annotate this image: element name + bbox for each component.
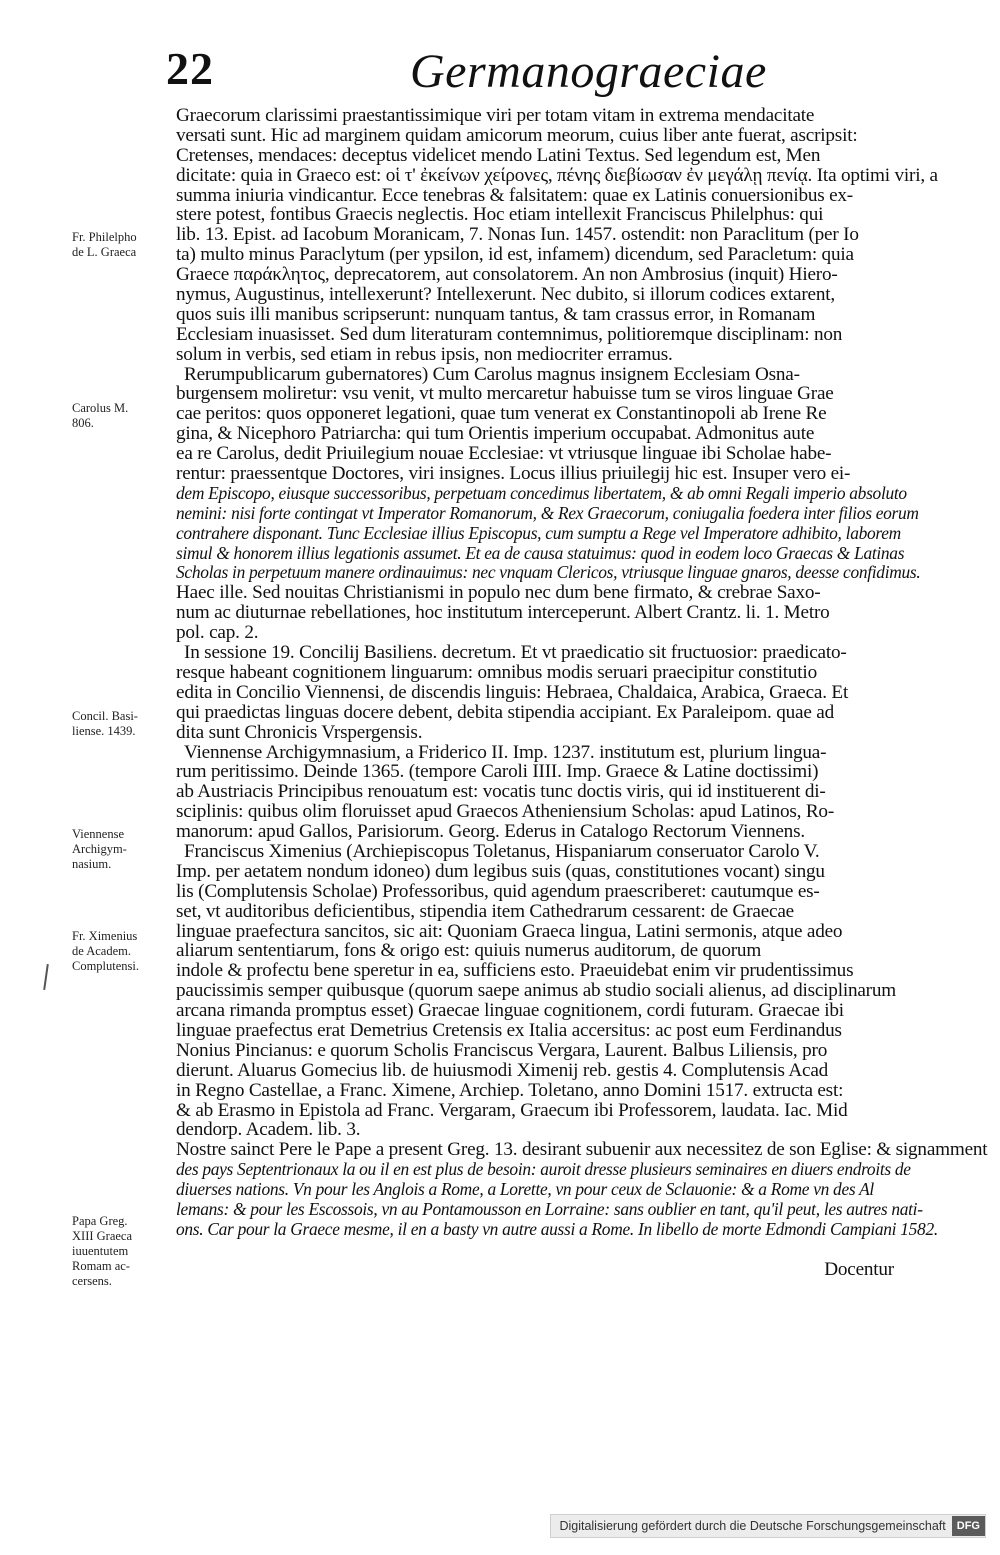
digitization-credit-bar: [550, 1514, 986, 1538]
text-line: burgensem moliretur: vsu venit, vt multo mercaretur habuisse tum se viros linguae Grae: [176, 383, 834, 405]
page-header: [0, 42, 1000, 102]
text-line: manorum: apud Gallos, Parisiorum. Georg. Ederus in Catalogo Rectorum Viennens.: [176, 821, 805, 843]
text-line: diuerses nations. Vn pour les Anglois a Rome, a Lorette, vn pour ceux de Sclauonie: & a Rome vn des Al: [176, 1179, 874, 1200]
text-line: Viennense Archigymnasium, a Friderico II. Imp. 1237. institutum est, plurium lingua-: [184, 741, 827, 763]
text-line: des pays Septentrionaux la ou il en est plus de besoin: auroit dresse plusieurs seminaires en diuers endroits de: [176, 1159, 911, 1180]
text-line: ab Austriacis Principibus renouatum est: vocatis tunc doctis viris, qui id instituerent di-: [176, 781, 826, 803]
text-line: [176, 1240, 900, 1260]
dfg-logo-icon: DFG: [952, 1516, 985, 1536]
text-line: dierunt. Aluarus Gomecius lib. de huiusmodi Ximenij reb. gestis 4. Complutensis Acad: [176, 1059, 829, 1081]
text-line: set, vt auditoribus deficientibus, stipendia item Cathedrarum cessarent: de Graecae: [176, 900, 794, 922]
text-line: dem Episcopo, eiusque successoribus, perpetuam concedimus libertatem, & ab omni Regali imperio absoluto: [176, 482, 907, 503]
text-line: Haec ille. Sed nouitas Christianismi in populo nec dum bene firmato, & crebrae Saxo-: [176, 582, 821, 604]
text-line: In sessione 19. Concilij Basiliens. decretum. Et vt praedicatio sit fructuosior: praedicato-: [184, 642, 847, 664]
margin-note: Fr. Philelpho de L. Graeca: [72, 230, 137, 259]
text-line: nemini: nisi forte contingat vt Imperator Romanorum, & Rex Graecorum, coniugalia foedera inter filios eorum: [176, 502, 919, 523]
text-line: solum in verbis, sed etiam in rebus ipsis, non mediocriter erramus.: [176, 343, 673, 365]
text-line: pol. cap. 2.: [176, 622, 259, 644]
text-line: Cretenses, mendaces: deceptus videlicet mendo Latini Textus. Sed legendum est, Men: [176, 144, 821, 166]
text-line: Graecorum clarissimi praestantissimique viri per totam vitam in extrema mendacitate: [176, 105, 815, 126]
text-line: lemans: & pour les Escossois, vn au Pontamousson en Lorraine: sans oublier en tant, qu'il peut, les autres nati-: [176, 1198, 923, 1219]
text-line: dicitate: quia in Graeco est: οἱ τ' ἐκείνων χείρονες, πένης διεβίωσαν ἐν μεγάλῃ πενίᾳ. Ita optimi viri, a: [176, 164, 938, 186]
catchword: Docentur: [824, 1258, 894, 1280]
text-line: dita sunt Chronicis Vrspergensis.: [176, 721, 423, 743]
text-line: edita in Concilio Viennensi, de discendis linguis: Hebraea, Chaldaica, Arabica, Graeca. Et: [176, 681, 849, 703]
text-line: rentur: praessentque Doctores, viri insignes. Locus illius priuilegij hic est. Insuper vero ei-: [176, 463, 851, 485]
running-head: Germanograeciae: [410, 45, 767, 98]
page-number: 22: [166, 43, 214, 94]
text-line: quos suis illi manibus scripserunt: nunquam tantus, & tam crassus error, in Romanam: [176, 303, 816, 325]
text-line: lib. 13. Epist. ad Iacobum Moranicam, 7. Nonas Iun. 1457. ostendit: non Paraclitum (per Io: [176, 224, 859, 246]
text-line: Nostre sainct Pere le Pape a present Greg. 13. desirant subuenir aux necessitez de son Eglise: & signamment: [176, 1139, 988, 1161]
text-line: aliarum sententiarum, fons & origo est: quiuis numerus auditorum, de quorum: [176, 940, 762, 962]
margin-note: Fr. Ximenius de Academ. Complutensi.: [72, 929, 140, 973]
text-line: ta) multo minus Paraclytum (per ypsilon, id est, infamem) dicendum, sed Paracletum: quia: [176, 244, 854, 266]
text-line: arcana rimanda promptus esset) Graecae linguae cognitionem, cordi futuram. Graecae ibi: [176, 1000, 844, 1022]
pen-mark: [43, 964, 49, 990]
text-line: qui praedictas linguas docere debent, debita stipendia accipiant. Ex Paraleipom. quae ad: [176, 701, 834, 723]
text-line: in Regno Castellae, a Franc. Ximene, Archiep. Toletano, anno Domini 1517. extructa est:: [176, 1079, 844, 1101]
text-line: nymus, Augustinus, intellexerunt? Intellexerunt. Nec dubito, si illorum codices extarent,: [176, 284, 835, 306]
text-line: Scholas in perpetuum manere ordinauimus: nec vnquam Clericos, vtriusque linguae gnaros, deesse confidimus.: [176, 562, 921, 583]
digitization-credit: Digitalisierung gefördert durch die Deutsche Forschungsgemeinschaft: [559, 1519, 946, 1533]
text-line: resque habeant cognitionem linguarum: omnibus modis seruari praecipitur constitutio: [176, 661, 817, 683]
text-line: Rerumpublicarum gubernatores) Cum Carolus magnus insignem Ecclesiam Osna-: [184, 363, 800, 385]
text-line: sciplinis: quibus olim floruisset apud Graecos Atheniensium Scholas: apud Latinos, Ro-: [176, 801, 835, 823]
text-line: simul & honorem illius legationis assumet. Et ea de causa statuimus: quod in eodem loco Graecas & Latinas: [176, 542, 905, 563]
margin-note: Papa Greg. XIII Graeca iuuentutem Romam ac- cersens.: [72, 1214, 133, 1288]
text-line: lis (Complutensis Scholae) Professoribus, quid agendum praescriberet: cautumque es-: [176, 880, 820, 902]
margin-note: Concil. Basi- liense. 1439.: [72, 709, 138, 738]
text-line: ea re Carolus, dedit Priuilegium nouae Ecclesiae: vt vtriusque linguae ibi Scholae habe-: [176, 443, 832, 465]
text-line: gina, & Nicephoro Patriarcha: qui tum Orientis imperium occupabat. Admonitus aute: [176, 423, 815, 445]
text-line: linguae praefectura sancitos, sic ait: Quoniam Graeca lingua, Latini sermonis, atque adeo: [176, 920, 843, 942]
body-text: [176, 105, 988, 1280]
text-line: & ab Erasmo in Epistola ad Franc. Vergaram, Graecum ibi Professorem, laudata. Iac. Mid: [176, 1099, 848, 1121]
margin-note: Carolus M. 806.: [72, 401, 129, 430]
text-line: Nonius Pincianus: e quorum Scholis Franciscus Vergara, Laurent. Balbus Liliensis, pro: [176, 1039, 828, 1061]
text-line: Imp. per aetatem nondum idoneo) dum legibus suis (quas, constitutiones vocant) singu: [176, 860, 825, 882]
text-line: Ecclesiam inuasisset. Sed dum literaturam contemnimus, politioremque disciplinam: non: [176, 323, 843, 345]
text-line: linguae praefectus erat Demetrius Cretensis ex Italia accersitus: ac post eum Ferdinandus: [176, 1019, 842, 1041]
text-line: dendorp. Academ. lib. 3.: [176, 1119, 361, 1141]
text-line: num ac diuturnae rebellationes, hoc institutum interceperunt. Albert Crantz. li. 1. Metro: [176, 602, 830, 624]
text-line: paucissimis semper quibusque (quorum saepe animus ab studio sociali alienus, ad disciplinarum: [176, 980, 896, 1002]
text-line: Franciscus Ximenius (Archiepiscopus Toletanus, Hispaniarum conseruator Carolo V.: [184, 840, 820, 862]
text-line: indole & profectu bene speretur in ea, sufficiens esto. Praeuidebat enim vir prudentissimus: [176, 960, 854, 982]
text-line: summa iniuria vindicantur. Ecce tenebras & falsitatem: quae ex Latinis conuersionibus ex-: [176, 184, 853, 206]
text-line: versati sunt. Hic ad marginem quidam amicorum meorum, cuius liber ante fuerat, ascripsit:: [176, 124, 858, 146]
text-line: cae peritos: quos opponeret legationi, quae tum venerat ex Constantinopoli ab Irene Re: [176, 403, 827, 425]
text-line: rum peritissimo. Deinde 1365. (tempore Caroli IIII. Imp. Graece & Latine doctissimi): [176, 761, 819, 783]
margin-note: Viennense Archigym- nasium.: [72, 827, 127, 871]
text-line: stere potest, fontibus Graecis neglectis. Hoc etiam intellexit Franciscus Philelphus: qui: [176, 204, 824, 226]
text-line: ons. Car pour la Graece mesme, il en a basty vn autre aussi a Rome. In libello de morte Edmondi Campiani 1582.: [176, 1218, 938, 1239]
text-line: Graece παράκλητος, deprecatorem, aut consolatorem. An non Ambrosius (inquit) Hiero-: [176, 264, 838, 286]
text-line: contrahere disponant. Tunc Ecclesiae illius Episcopus, cum sumptu a Rege vel Imperatore adhibito, laborem: [176, 522, 901, 543]
